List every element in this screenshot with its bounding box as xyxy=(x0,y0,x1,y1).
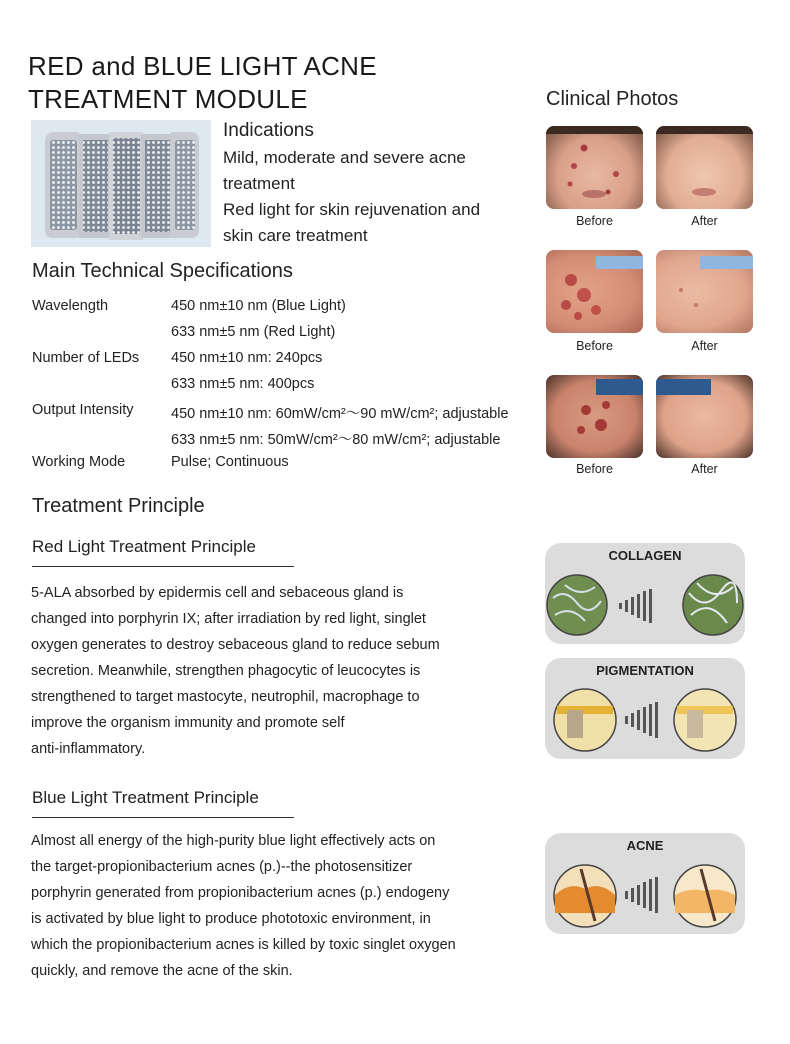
text-line: Almost all energy of the high-purity blue light effectively acts on xyxy=(31,833,436,849)
title-line-1: RED and BLUE LIGHT ACNE xyxy=(28,51,377,81)
text-line: changed into porphyrin IX; after irradiation by red light, singlet xyxy=(31,611,426,627)
spec-label-intensity: Output Intensity xyxy=(32,402,134,418)
caption-after: After xyxy=(691,339,718,353)
text-line: porphyrin generated from propionibacterium acnes (p.) endogeny xyxy=(31,885,450,901)
divider xyxy=(32,817,294,818)
red-principle-text xyxy=(31,580,511,762)
spec-value: 450 nm±10 nm: 240pcs xyxy=(171,350,323,366)
collagen-diagram xyxy=(545,543,745,644)
caption-after: After xyxy=(691,214,718,228)
spec-value: 633 nm±5 nm: 50mW/cm²～80 mW/cm²; adjustable xyxy=(171,432,501,448)
acne-diagram xyxy=(545,833,745,934)
text-line: which the propionibacterium acnes is killed by toxic singlet oxygen xyxy=(31,937,456,953)
spec-value: 450 nm±10 nm: 60mW/cm²～90 mW/cm²; adjustable xyxy=(171,406,509,422)
indication-line: Mild, moderate and severe acne xyxy=(223,148,466,167)
spec-value: 450 nm±10 nm (Blue Light) xyxy=(171,298,346,314)
indication-line: skin care treatment xyxy=(223,226,368,245)
text-line: is activated by blue light to produce phototoxic environment, in xyxy=(31,911,431,927)
clinical-photos-title: Clinical Photos xyxy=(546,88,679,110)
red-principle-heading: Red Light Treatment Principle xyxy=(32,537,256,556)
after-photo-3 xyxy=(656,375,753,458)
before-photo-1 xyxy=(546,126,643,209)
acne-label: ACNE xyxy=(626,838,664,853)
indications-block xyxy=(223,118,480,249)
indication-line: treatment xyxy=(223,174,295,193)
text-line: secretion. Meanwhile, strengthen phagocytic of leucocytes is xyxy=(31,663,421,679)
before-photo-3 xyxy=(546,375,643,458)
text-line: oxygen generates to destroy sebaceous gland to reduce sebum xyxy=(31,637,440,653)
caption-before: Before xyxy=(576,214,613,228)
indications-heading: Indications xyxy=(223,120,314,141)
treatment-principle-heading: Treatment Principle xyxy=(32,495,205,517)
text-line: improve the organism immunity and promote self xyxy=(31,715,345,731)
blue-principle-text xyxy=(31,828,511,984)
pigmentation-label: PIGMENTATION xyxy=(596,663,694,678)
indication-line: Red light for skin rejuvenation and xyxy=(223,200,481,219)
caption-after: After xyxy=(691,462,718,476)
led-device-image xyxy=(31,120,211,247)
collagen-label: COLLAGEN xyxy=(608,548,682,563)
spec-label-mode: Working Mode xyxy=(32,454,126,470)
blue-principle-heading: Blue Light Treatment Principle xyxy=(32,788,259,807)
divider xyxy=(32,566,294,567)
pigmentation-diagram xyxy=(545,658,745,759)
spec-value: 633 nm±5 nm: 400pcs xyxy=(171,376,315,392)
page-title xyxy=(28,50,377,116)
before-photo-2 xyxy=(546,250,643,333)
text-line: strengthened to target mastocyte, neutrophil, macrophage to xyxy=(31,689,420,705)
after-photo-2 xyxy=(656,250,753,333)
after-photo-1 xyxy=(656,126,753,209)
caption-before: Before xyxy=(576,462,613,476)
title-line-2: TREATMENT MODULE xyxy=(28,84,308,114)
text-line: anti-inflammatory. xyxy=(31,741,146,757)
text-line: 5-ALA absorbed by epidermis cell and sebaceous gland is xyxy=(31,585,404,601)
caption-before: Before xyxy=(576,339,613,353)
spec-value: Pulse; Continuous xyxy=(171,454,289,470)
spec-label-leds: Number of LEDs xyxy=(32,350,140,366)
text-line: quickly, and remove the acne of the skin. xyxy=(31,963,293,979)
spec-label-wavelength: Wavelength xyxy=(32,298,109,314)
spec-value: 633 nm±5 nm (Red Light) xyxy=(171,324,336,340)
text-line: the target-propionibacterium acnes (p.)--the photosensitizer xyxy=(31,859,413,875)
specs-heading: Main Technical Specifications xyxy=(32,260,293,282)
